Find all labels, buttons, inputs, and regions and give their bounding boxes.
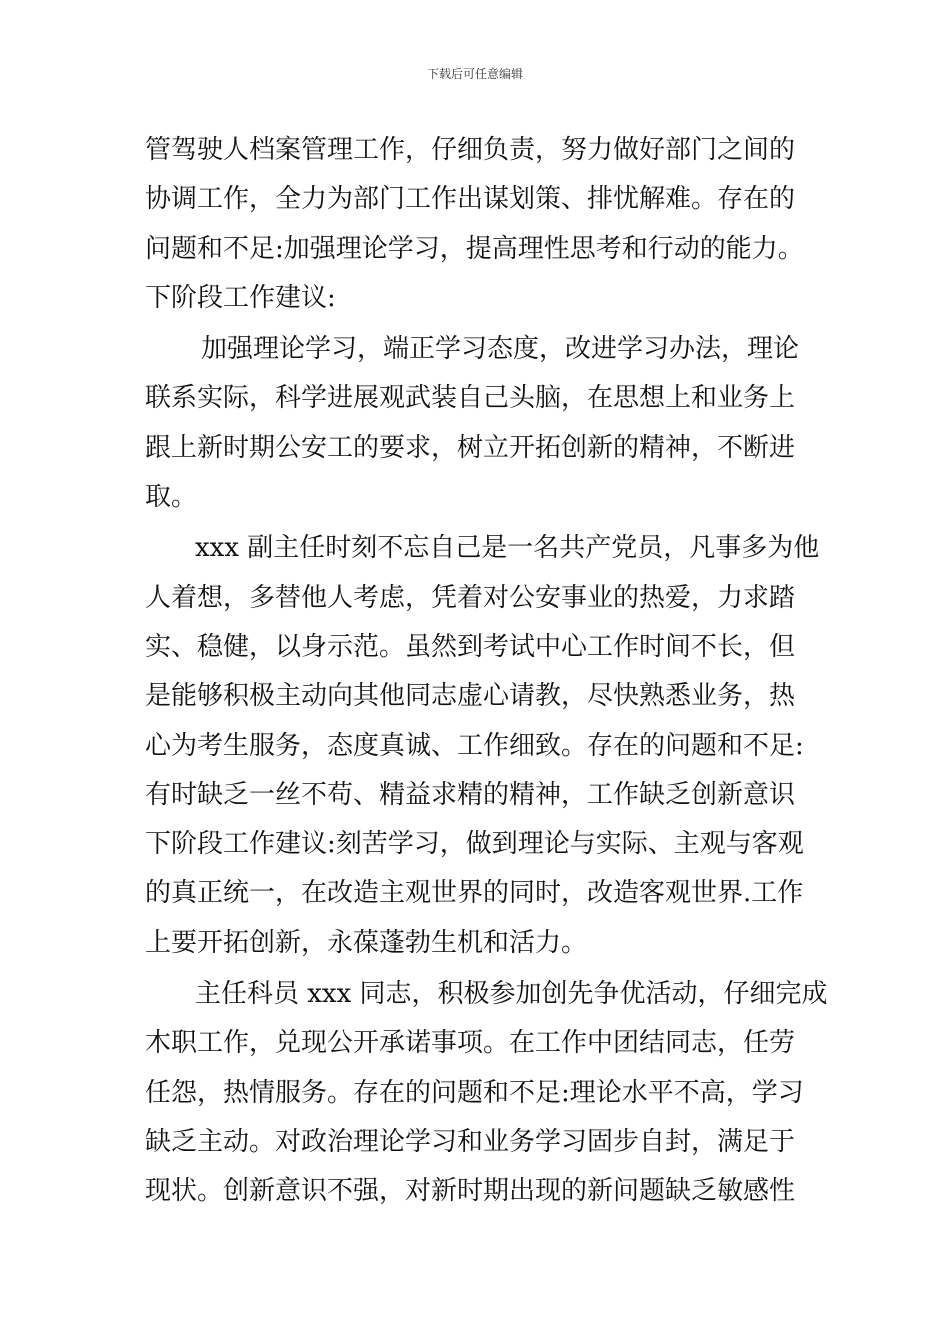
text-line: 主任科员 xxx 同志，积极参加创先争优活动，仔细完成 bbox=[195, 979, 828, 1010]
text-line: 上要开拓创新，永葆蓬勃生机和活力。 bbox=[145, 927, 588, 958]
text-line: xxx 副主任时刻不忘自己是一名共产党员，凡事多为他 bbox=[195, 533, 820, 564]
text-line: 的真正统一，在改造主观世界的同时，改造客观世界.工作 bbox=[145, 878, 804, 909]
text-line: 缺乏主动。对政治理论学习和业务学习固步自封，满足于 bbox=[145, 1126, 796, 1157]
text-line: 有时缺乏一丝不苟、精益求精的精神，工作缺乏创新意识 bbox=[145, 779, 796, 810]
paragraph bbox=[145, 970, 828, 1216]
text-line: 下阶段工作建议:刻苦学习，做到理论与实际、主观与客观 bbox=[145, 829, 804, 860]
text-line: 心为考生服务，态度真诚、工作细致。存在的问题和不足: bbox=[145, 730, 804, 761]
paragraph bbox=[145, 325, 810, 522]
paragraph bbox=[145, 126, 810, 323]
text-line: 加强理论学习，端正学习态度，改进学习办法，理论 bbox=[201, 334, 800, 365]
text-line: 任怨，热情服务。存在的问题和不足:理论水平不高，学习 bbox=[145, 1077, 804, 1108]
text-line: 是能够积极主动向其他同志虚心请教，尽快熟悉业务，热 bbox=[145, 681, 796, 712]
text-line: 问题和不足:加强理论学习，提高理性思考和行动的能力。 bbox=[145, 233, 804, 264]
text-line: 跟上新时期公安工的要求，树立开拓创新的精神，不断进 bbox=[145, 432, 796, 463]
text-line: 协调工作，全力为部门工作出谋划策、排忧解难。存在的 bbox=[145, 184, 796, 215]
text-line: 联系实际，科学进展观武装自己头脑，在思想上和业务上 bbox=[145, 383, 796, 414]
text-line: 现状。创新意识不强，对新时期出现的新问题缺乏敏感性 bbox=[145, 1176, 796, 1207]
text-line: 取。 bbox=[145, 482, 198, 513]
text-line: 下阶段工作建议: bbox=[145, 282, 336, 313]
page-header: 下载后可任意编辑 bbox=[426, 67, 523, 81]
text-line: 管驾驶人档案管理工作，仔细负责，努力做好部门之间的 bbox=[145, 135, 796, 165]
text-line: 木职工作，兑现公开承诺事项。在工作中团结同志，任劳 bbox=[145, 1028, 796, 1059]
text-line: 实、稳健，以身示范。虽然到考试中心工作时间不长，但 bbox=[145, 631, 796, 662]
paragraph bbox=[145, 524, 820, 968]
text-line: 人着想，多替他人考虑，凭着对公安事业的热爱，力求踏 bbox=[145, 582, 796, 613]
document-body bbox=[145, 126, 828, 1217]
